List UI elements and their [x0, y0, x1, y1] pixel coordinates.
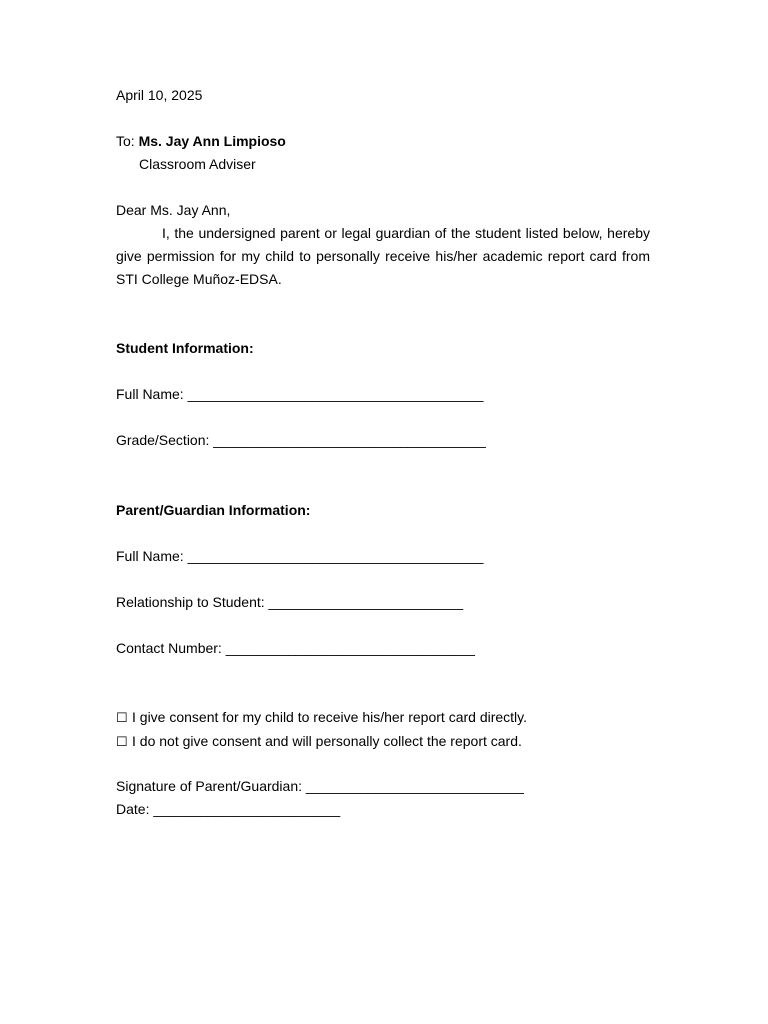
body-paragraph-text: I, the undersigned parent or legal guardian of the student listed below, hereby give permission for my child to personally receive his/her academic report card from STI College Muñoz-EDSA.	[116, 225, 650, 287]
guardian-contact-field: Contact Number: ________________________________	[116, 640, 475, 656]
recipient-prefix: To:	[116, 133, 139, 149]
consent-option-give-label: I give consent for my child to receive his/her report card directly.	[132, 709, 528, 725]
recipient-name: Ms. Jay Ann Limpioso	[138, 133, 286, 149]
guardian-relationship-field: Relationship to Student: _________________________	[116, 594, 464, 610]
signature-date-field: Date: ________________________	[116, 801, 341, 817]
checkbox-icon: ☐	[116, 710, 128, 725]
recipient-line	[116, 132, 286, 150]
signature-field: Signature of Parent/Guardian: ____________________________	[116, 778, 524, 794]
consent-option-not-give-label: I do not give consent and will personally collect the report card.	[132, 733, 522, 749]
body-paragraph	[116, 222, 650, 291]
checkbox-icon: ☐	[116, 734, 128, 749]
consent-option-not-give	[116, 732, 522, 750]
consent-option-give	[116, 708, 527, 726]
letter-date: April 10, 2025	[116, 87, 203, 103]
student-info-heading: Student Information:	[116, 340, 254, 356]
salutation: Dear Ms. Jay Ann,	[116, 202, 231, 218]
guardian-info-heading: Parent/Guardian Information:	[116, 502, 311, 518]
student-full-name-field: Full Name: ______________________________________	[116, 386, 484, 402]
guardian-full-name-field: Full Name: ______________________________________	[116, 548, 484, 564]
recipient-title: Classroom Adviser	[139, 156, 256, 172]
student-grade-section-field: Grade/Section: ___________________________________	[116, 432, 486, 448]
